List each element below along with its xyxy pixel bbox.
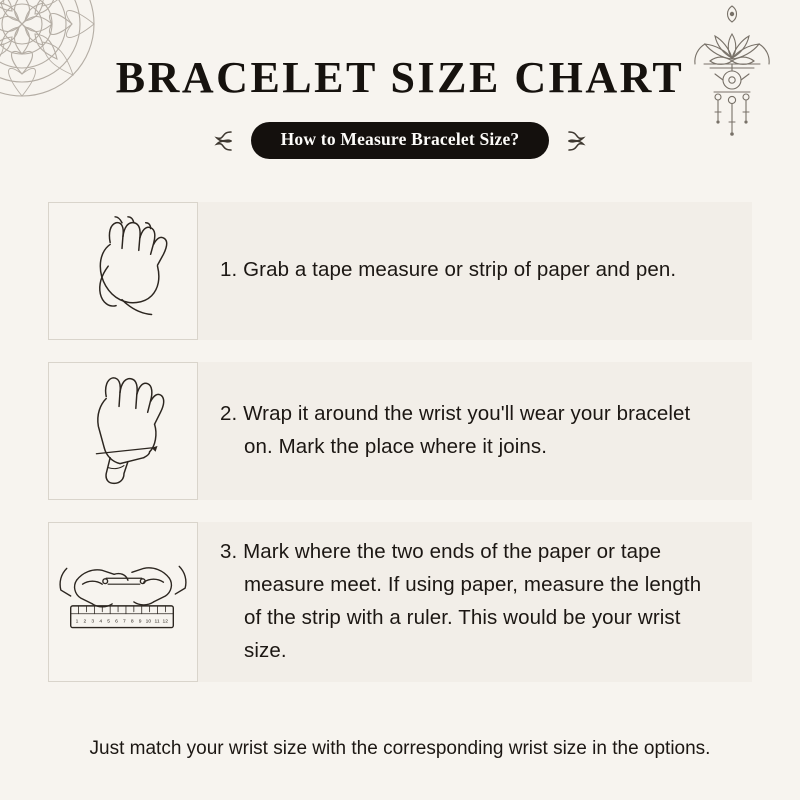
step-3-number: 3. (220, 539, 238, 563)
svg-text:7: 7 (122, 619, 126, 625)
step-3-illustration (48, 522, 198, 682)
subtitle-row (0, 122, 800, 159)
svg-text:8: 8 (130, 619, 134, 625)
step-1-illustration (48, 202, 198, 340)
svg-text:11: 11 (154, 619, 160, 625)
svg-text:9: 9 (138, 619, 142, 625)
swirl-ornament-left (211, 128, 237, 154)
list-item (48, 362, 752, 500)
list-item (48, 522, 752, 682)
step-2-text (198, 362, 752, 500)
svg-text:12: 12 (162, 619, 168, 625)
svg-text:1: 1 (75, 619, 79, 625)
step-1-label: Grab a tape measure or strip of paper and pen. (243, 258, 677, 282)
list-item (48, 202, 752, 340)
swirl-ornament-right (563, 128, 589, 154)
page-title: BRACELET SIZE CHART (115, 53, 685, 102)
svg-text:4: 4 (99, 619, 103, 625)
step-1-text (198, 202, 752, 340)
svg-text:5: 5 (107, 619, 110, 625)
svg-text:3: 3 (91, 619, 95, 625)
subtitle-pill: How to Measure Bracelet Size? (251, 122, 550, 159)
svg-text:6: 6 (115, 619, 118, 625)
step-3-label: Mark where the two ends of the paper or tape measure meet. If using paper, measure the length of the strip with a ruler. This would be your wrist size. (243, 539, 702, 663)
step-2-number: 2. (220, 401, 238, 425)
steps-list (0, 202, 800, 704)
step-2-label: Wrap it around the wrist you'll wear your bracelet on. Mark the place where it joins. (243, 401, 691, 458)
step-2-illustration (48, 362, 198, 500)
step-1-number: 1. (220, 258, 238, 282)
footer-note: Just match your wrist size with the corresponding wrist size in the options. (89, 738, 711, 759)
step-3-text (198, 522, 752, 682)
svg-text:10: 10 (145, 619, 152, 625)
svg-text:2: 2 (83, 619, 87, 625)
